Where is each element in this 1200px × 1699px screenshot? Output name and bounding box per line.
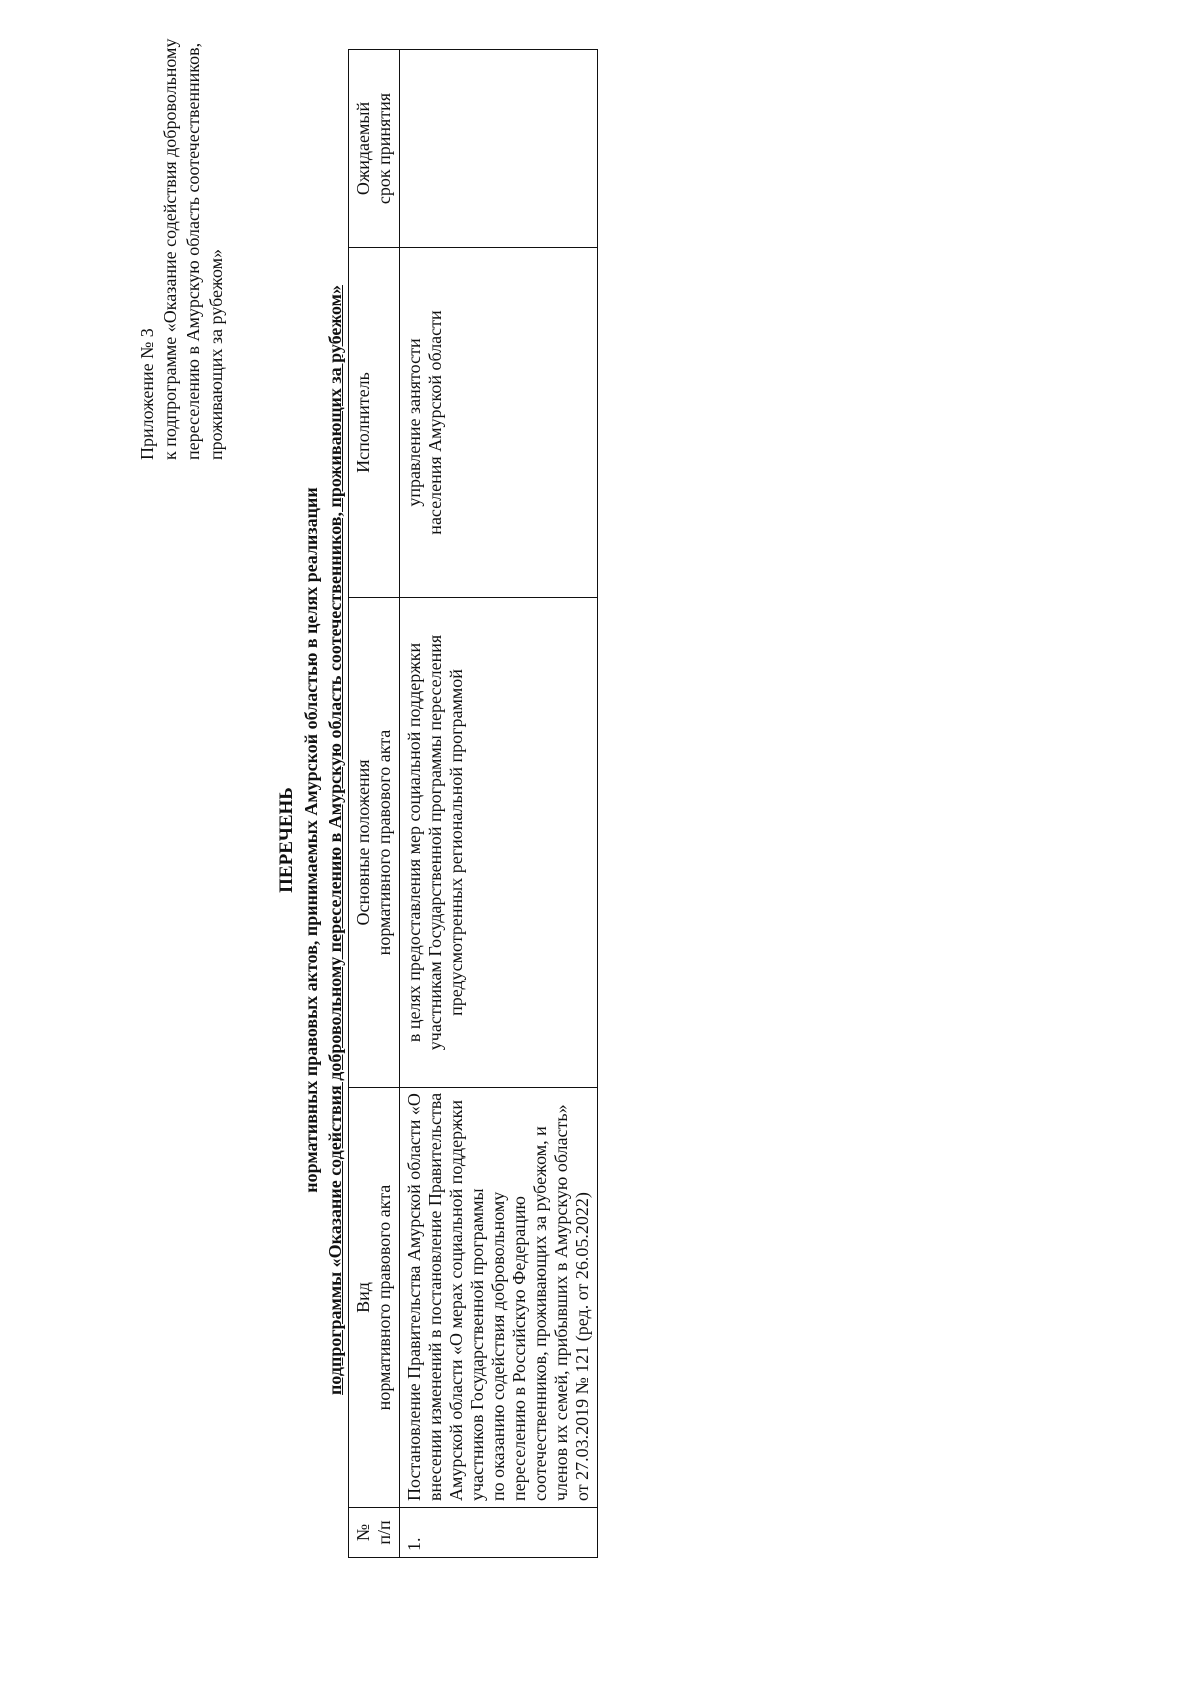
document-subtitle-line-1: нормативных правовых актов, принимаемых Амурской областью в целях реализации	[301, 487, 321, 1193]
header-executor: Исполнитель	[349, 248, 400, 598]
header-num: № п/п	[349, 1508, 400, 1558]
cell-num: 1.	[400, 1508, 598, 1558]
document-title-block	[275, 40, 347, 1640]
cell-deadline	[400, 50, 598, 248]
cell-provisions: в целях предоставления мер социальной поддержки участникам Государственной программы переселения предусмотренных региональной программой	[400, 598, 598, 1088]
document-subtitle-line-2: подпрограммы «Оказание содействия добровольному переселению в Амурскую область соотечественников, проживающих за рубежом»	[325, 285, 345, 1395]
header-kind: Вид нормативного правового акта	[349, 1088, 400, 1508]
header-deadline: Ожидаемый срок принятия	[349, 50, 400, 248]
rotated-document-sheet	[60, 40, 1160, 1640]
table-header-row	[349, 50, 400, 1558]
attachment-line: к подпрограмме «Оказание содействия добровольному	[160, 38, 180, 460]
cell-kind: Постановление Правительства Амурской области «О внесении изменений в постановление Правительства Амурской области «О мерах социальной поддержки участников Государственной программы по оказанию содействия добровольному переселению в Российскую Федерацию соотечественников, проживающих за рубежом, и членов их семей, прибывших в Амурскую область» от 27.03.2019 № 121 (ред. от 26.05.2022)	[400, 1088, 598, 1508]
acts-table	[348, 49, 598, 1558]
attachment-line: переселению в Амурскую область соотечественников,	[183, 42, 203, 460]
cell-executor: управление занятости населения Амурской области	[400, 248, 598, 598]
table-row	[400, 50, 598, 1558]
attachment-line: проживающих за рубежом»	[206, 248, 226, 460]
attachment-line: Приложение № 3	[137, 328, 157, 460]
document-title: ПЕРЕЧЕНЬ	[276, 787, 297, 893]
header-provisions: Основные положения нормативного правового акта	[349, 598, 400, 1088]
attachment-note	[136, 40, 228, 460]
